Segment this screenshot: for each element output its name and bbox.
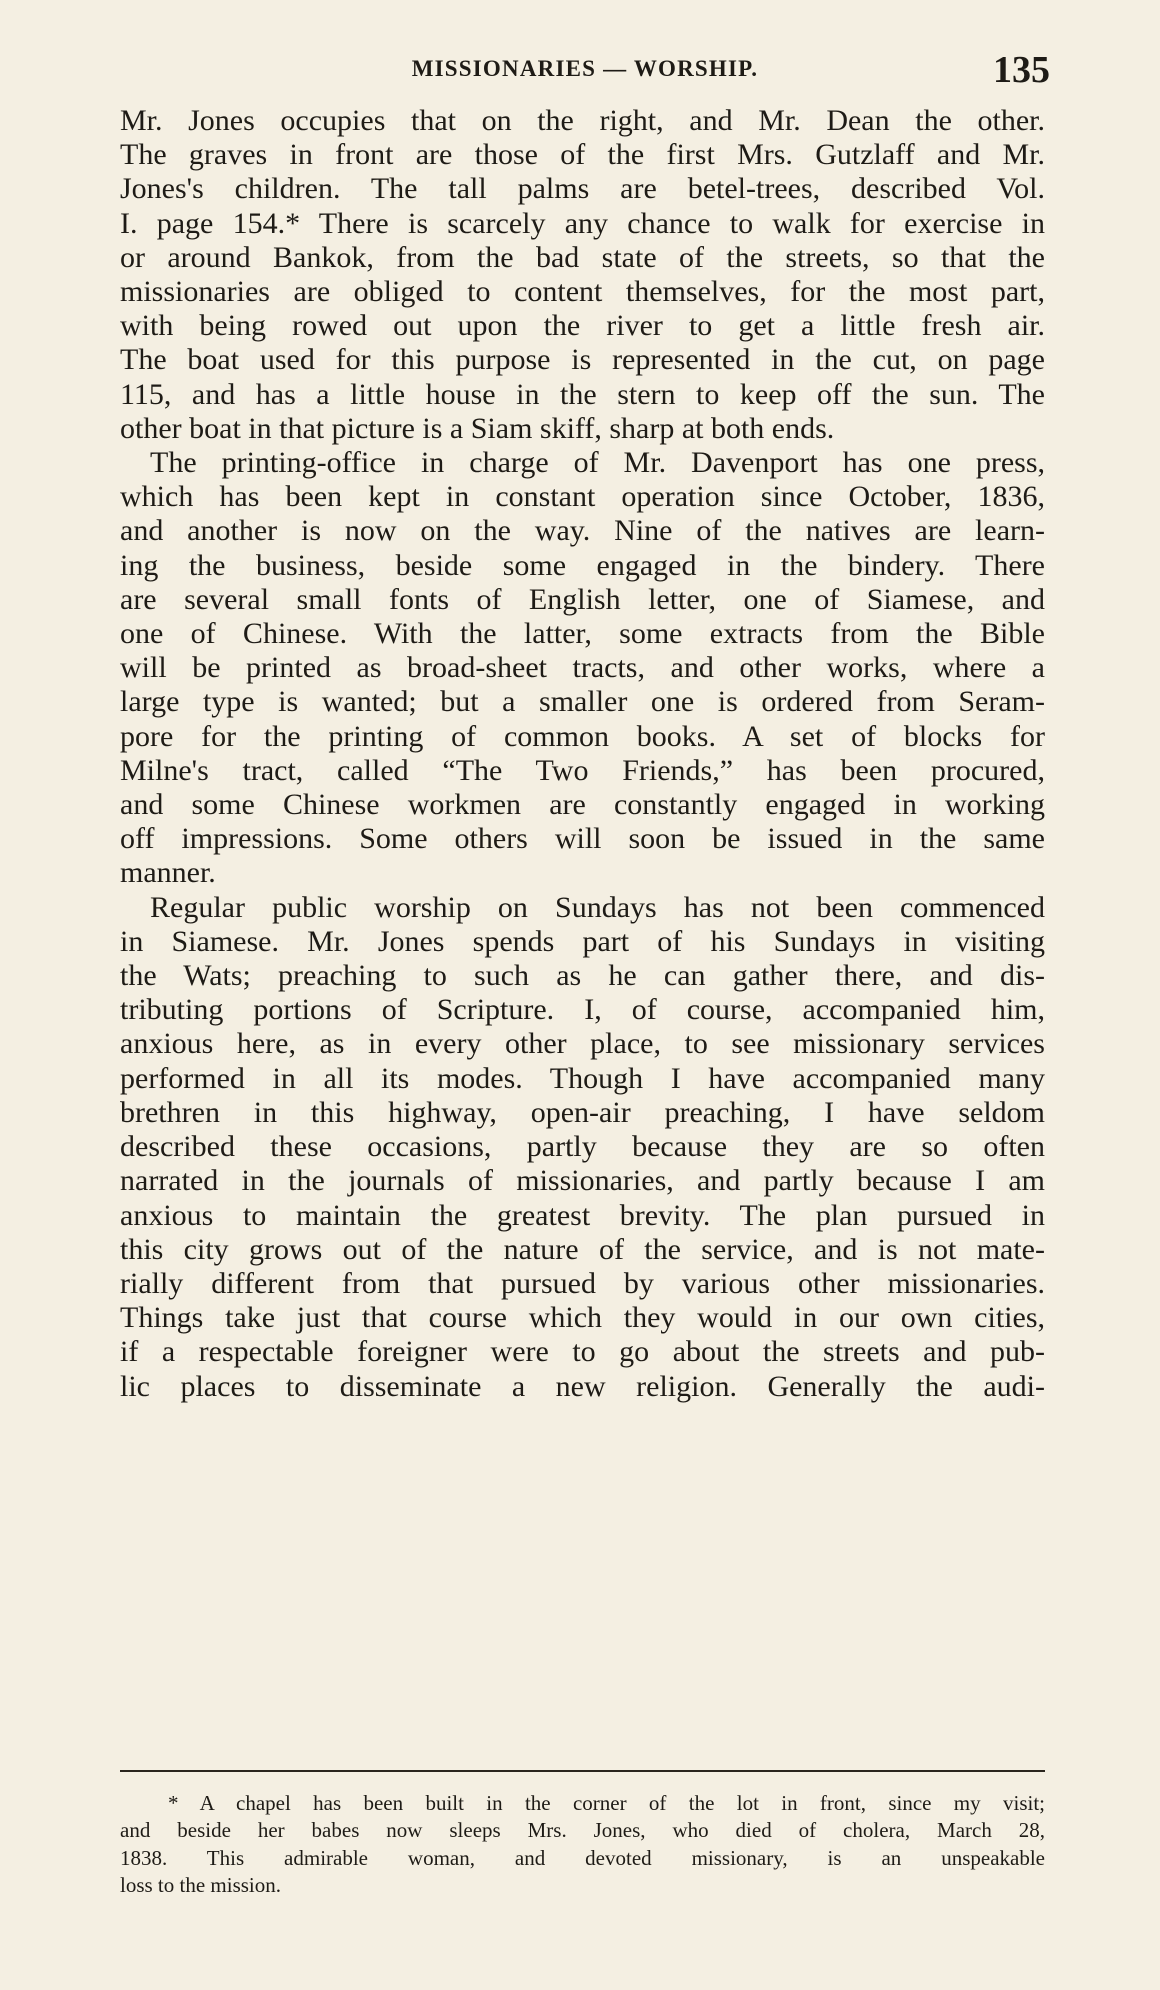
page-number: 135	[993, 49, 1050, 91]
body-line: described these occasions, partly because they are so often	[120, 1130, 1045, 1164]
body-line: Regular public worship on Sundays has not been commenced	[150, 890, 1045, 924]
body-line: Mr. Jones occupies that on the right, and Mr. Dean the other.	[120, 104, 1045, 137]
footnote-line: loss to the mission.	[120, 1872, 282, 1897]
footnote-divider	[120, 1770, 1045, 1772]
body-line: and some Chinese workmen are constantly engaged in working	[120, 788, 1045, 822]
body-line: manner.	[120, 856, 216, 890]
running-title: MISSIONARIES — WORSHIP.	[411, 56, 759, 81]
running-head	[120, 48, 1050, 98]
body-line: in Siamese. Mr. Jones spends part of his Sundays in visiting	[120, 924, 1045, 958]
body-line: narrated in the journals of missionaries, and partly because I am	[120, 1164, 1045, 1198]
body-line: with being rowed out upon the river to get a little fresh air.	[120, 309, 1045, 343]
body-line: off impressions. Some others will soon be issued in the same	[120, 822, 1045, 856]
body-line: ing the business, beside some engaged in the bindery. There	[120, 548, 1045, 582]
body-line: The printing-office in charge of Mr. Davenport has one press,	[150, 446, 1045, 480]
body-line: this city grows out of the nature of the service, and is not mate-	[120, 1232, 1045, 1266]
body-line: the Wats; preaching to such as he can gather there, and dis-	[120, 959, 1045, 993]
footnote	[120, 1790, 1045, 1899]
body-line: rially different from that pursued by various other missionaries.	[120, 1266, 1045, 1300]
body-line: anxious here, as in every other place, to see missionary services	[120, 1027, 1045, 1061]
footnote-line: and beside her babes now sleeps Mrs. Jones, who died of cholera, March 28,	[120, 1818, 1045, 1843]
body-line: which has been kept in constant operation since October, 1836,	[120, 480, 1045, 514]
body-line: Things take just that course which they would in our own cities,	[120, 1301, 1045, 1335]
body-line: Jones's children. The tall palms are betel-trees, described Vol.	[120, 172, 1045, 206]
body-line: The graves in front are those of the first Mrs. Gutzlaff and Mr.	[120, 138, 1045, 172]
body-line: missionaries are obliged to content themselves, for the most part,	[120, 275, 1045, 309]
body-line: brethren in this highway, open-air preaching, I have seldom	[120, 1095, 1045, 1129]
body-line: large type is wanted; but a smaller one is ordered from Seram-	[120, 685, 1045, 719]
body-line: and another is now on the way. Nine of the natives are learn-	[120, 514, 1045, 548]
body-line: performed in all its modes. Though I have accompanied many	[120, 1061, 1045, 1095]
body-line: lic places to disseminate a new religion. Generally the audi-	[120, 1369, 1045, 1403]
footnote-line: * A chapel has been built in the corner of the lot in front, since my visit;	[168, 1791, 1045, 1815]
body-line: anxious to maintain the greatest brevity. The plan pursued in	[120, 1198, 1045, 1232]
body-line: are several small fonts of English letter, one of Siamese, and	[120, 582, 1045, 616]
body-text	[120, 104, 1045, 1404]
body-line: 115, and has a little house in the stern to keep off the sun. The	[120, 377, 1045, 411]
body-line: pore for the printing of common books. A set of blocks for	[120, 719, 1045, 753]
body-line: The boat used for this purpose is represented in the cut, on page	[120, 343, 1045, 377]
body-line: will be printed as broad-sheet tracts, and other works, where a	[120, 651, 1045, 685]
body-line: tributing portions of Scripture. I, of course, accompanied him,	[120, 993, 1045, 1027]
body-line: I. page 154.* There is scarcely any chance to walk for exercise in	[120, 206, 1045, 240]
body-line: if a respectable foreigner were to go about the streets and pub-	[120, 1335, 1045, 1369]
body-line: or around Bankok, from the bad state of the streets, so that the	[120, 240, 1045, 274]
body-line: one of Chinese. With the latter, some extracts from the Bible	[120, 617, 1045, 651]
body-line: other boat in that picture is a Siam skiff, sharp at both ends.	[120, 411, 835, 445]
body-line: Milne's tract, called “The Two Friends,” has been procured,	[120, 753, 1045, 787]
footnote-line: 1838. This admirable woman, and devoted missionary, is an unspeakable	[120, 1845, 1045, 1870]
